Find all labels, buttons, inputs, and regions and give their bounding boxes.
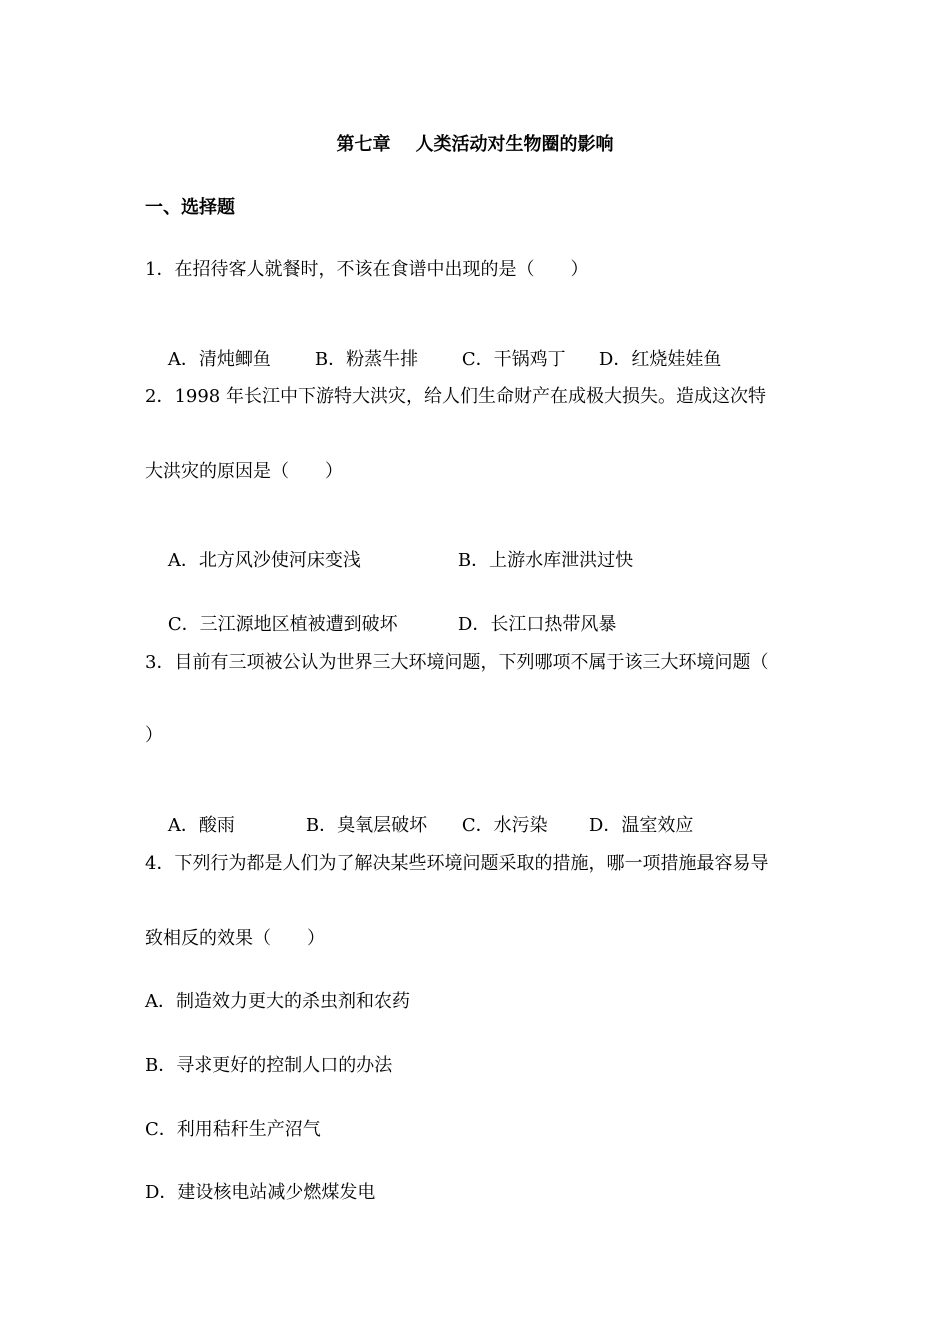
q3-option-d: D．温室效应 xyxy=(588,815,694,836)
q1-option-a: A．清炖鲫鱼 xyxy=(167,349,271,370)
q3-option-b: B．臭氧层破坏 xyxy=(305,815,428,836)
question-2-stem-line-2: 大洪灾的原因是（ ） xyxy=(145,461,343,482)
q1-option-c: C．干锅鸡丁 xyxy=(461,349,566,370)
q4-option-c: C．利用秸秆生产沼气 xyxy=(145,1119,321,1140)
question-1-stem: 1．在招待客人就餐时，不该在食谱中出现的是（ ） xyxy=(145,259,589,280)
question-3-stem-line-1: 3．目前有三项被公认为世界三大环境问题，下列哪项不属于该三大环境问题（ xyxy=(145,652,769,673)
q4-option-a: A．制造效力更大的杀虫剂和农药 xyxy=(145,991,410,1012)
question-2-stem-line-1: 2．1998 年长江中下游特大洪灾，给人们生命财产在成极大损失。造成这次特 xyxy=(145,386,766,407)
q3-option-c: C．水污染 xyxy=(461,815,548,836)
question-4-stem-line-1: 4．下列行为都是人们为了解决某些环境问题采取的措施，哪一项措施最容易导 xyxy=(145,853,769,874)
q2-option-c: C．三江源地区植被遭到破坏 xyxy=(167,614,398,635)
q2-option-a: A．北方风沙使河床变浅 xyxy=(167,550,361,571)
q3-option-a: A．酸雨 xyxy=(167,815,235,836)
q4-option-b: B．寻求更好的控制人口的办法 xyxy=(145,1055,393,1076)
section-heading: 一、选择题 xyxy=(145,197,235,218)
q4-option-d: D．建设核电站减少燃煤发电 xyxy=(145,1182,376,1203)
q1-option-b: B．粉蒸牛排 xyxy=(314,349,419,370)
q2-option-b: B．上游水库泄洪过快 xyxy=(457,550,634,571)
q1-option-d: D．红烧娃娃鱼 xyxy=(598,349,722,370)
q2-option-d: D．长江口热带风暴 xyxy=(457,614,617,635)
chapter-title: 第七章 人类活动对生物圈的影响 xyxy=(336,134,614,155)
question-4-stem-line-2: 致相反的效果（ ） xyxy=(145,928,325,949)
question-3-stem-line-2: ） xyxy=(145,725,163,746)
